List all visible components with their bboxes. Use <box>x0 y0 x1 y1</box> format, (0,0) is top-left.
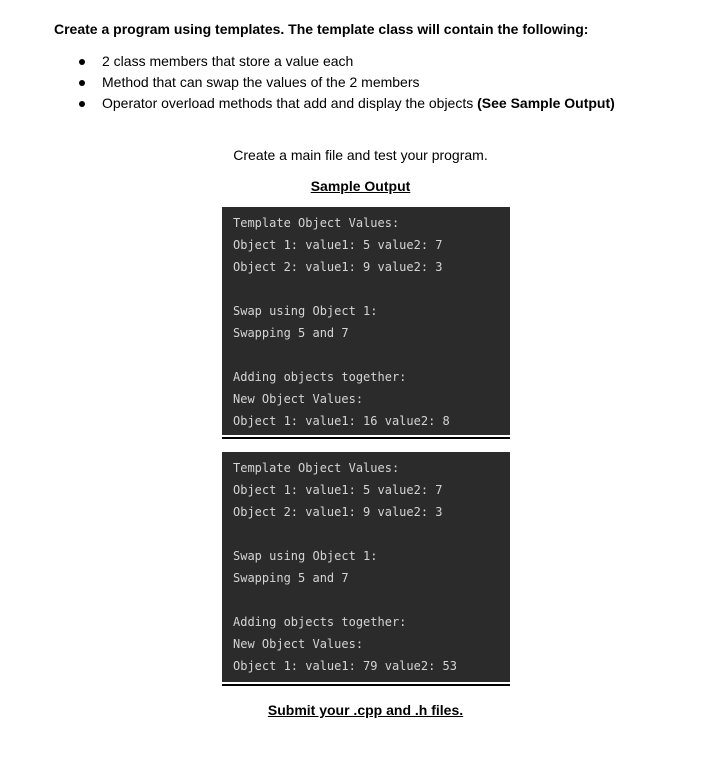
console-line: Adding objects together: <box>233 615 407 629</box>
console-line: New Object Values: <box>233 637 364 651</box>
console-line: Swapping 5 and 7 <box>233 571 349 585</box>
console-line: Swap using Object 1: <box>233 304 378 318</box>
console-output-2 <box>222 452 510 682</box>
list-item-bold: (See Sample Output) <box>477 95 615 111</box>
bullet-icon <box>79 59 85 65</box>
list-item-text: Method that can swap the values of the 2 members <box>102 74 420 90</box>
list-item-plain: Operator overload methods that add and display the objects <box>102 95 478 111</box>
list-item-text <box>102 95 615 111</box>
console-line: Template Object Values: <box>233 461 400 475</box>
bullet-icon <box>79 80 85 86</box>
console-line: Object 1: value1: 5 value2: 7 <box>233 238 443 252</box>
console-line: New Object Values: <box>233 392 364 406</box>
console-line: Object 2: value1: 9 value2: 3 <box>233 505 443 519</box>
sample-output-title <box>0 178 721 194</box>
bullet-icon <box>79 101 85 107</box>
console-line: Object 1: value1: 16 value2: 8 <box>233 414 450 428</box>
submit-instruction: Submit your .cpp and .h files. <box>267 702 464 718</box>
instruction-text: Create a main file and test your program. <box>233 147 488 163</box>
console-line: Object 1: value1: 5 value2: 7 <box>233 483 443 497</box>
console-line: Swapping 5 and 7 <box>233 326 349 340</box>
assignment-heading: Create a program using templates. The template class will contain the following: <box>54 21 589 37</box>
console-line: Swap using Object 1: <box>233 549 378 563</box>
sample-output-title-text: Sample Output <box>310 178 411 194</box>
divider-rule <box>222 684 510 686</box>
console-output-1 <box>222 207 510 435</box>
divider-rule <box>222 437 510 439</box>
console-line: Adding objects together: <box>233 370 407 384</box>
console-line: Template Object Values: <box>233 216 400 230</box>
list-item-text: 2 class members that store a value each <box>102 53 354 69</box>
console-line: Object 2: value1: 9 value2: 3 <box>233 260 443 274</box>
console-line: Object 1: value1: 79 value2: 53 <box>233 659 457 673</box>
